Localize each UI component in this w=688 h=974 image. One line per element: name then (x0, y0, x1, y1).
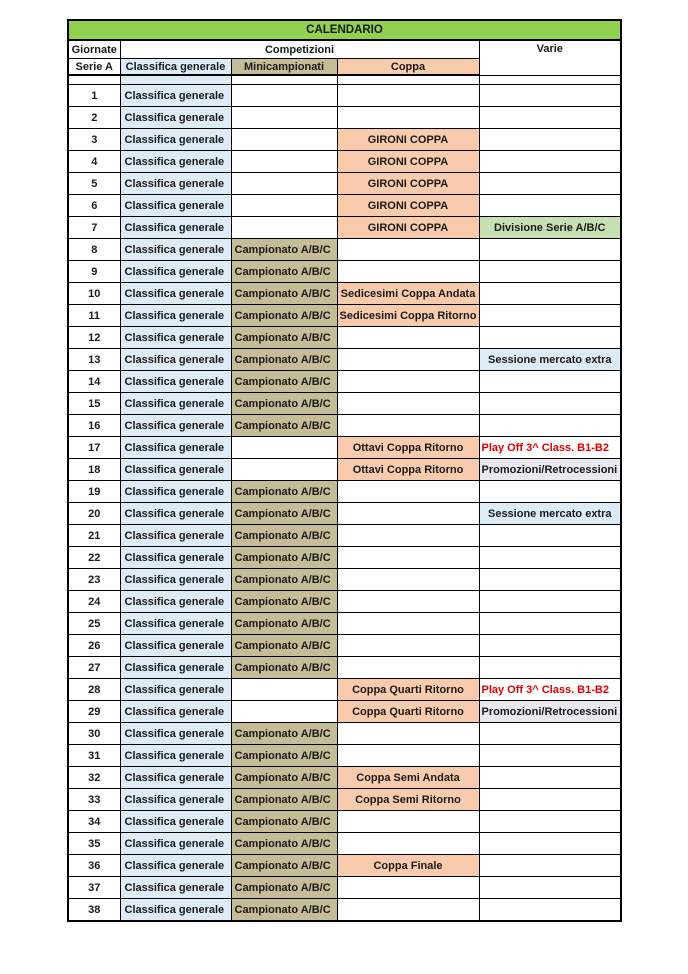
varie-cell (479, 327, 621, 349)
minicampionato-cell: Campionato A/B/C (231, 481, 337, 503)
coppa-cell: Sedicesimi Coppa Andata (337, 283, 479, 305)
giornata-number: 21 (68, 525, 120, 547)
giornata-number: 2 (68, 107, 120, 129)
classifica-cell: Classifica generale (120, 789, 231, 811)
competizioni-header: Competizioni (120, 40, 479, 59)
varie-cell (479, 657, 621, 679)
coppa-cell: Coppa Quarti Ritorno (337, 679, 479, 701)
minicampionato-cell: Campionato A/B/C (231, 657, 337, 679)
classifica-cell: Classifica generale (120, 129, 231, 151)
varie-cell (479, 899, 621, 922)
classifica-cell: Classifica generale (120, 459, 231, 481)
giornata-number: 1 (68, 85, 120, 107)
minicampionato-cell (231, 701, 337, 723)
giornata-number: 12 (68, 327, 120, 349)
coppa-cell (337, 591, 479, 613)
table-row (68, 701, 621, 723)
minicampionato-cell: Campionato A/B/C (231, 283, 337, 305)
classifica-cell: Classifica generale (120, 767, 231, 789)
table-row (68, 569, 621, 591)
minicampionato-cell (231, 173, 337, 195)
coppa-cell: GIRONI COPPA (337, 195, 479, 217)
coppa-cell (337, 547, 479, 569)
coppa-cell: Sedicesimi Coppa Ritorno (337, 305, 479, 327)
table-row (68, 283, 621, 305)
minicampionato-cell: Campionato A/B/C (231, 547, 337, 569)
minicampionato-cell: Campionato A/B/C (231, 745, 337, 767)
classifica-cell: Classifica generale (120, 393, 231, 415)
varie-cell (479, 591, 621, 613)
coppa-cell (337, 833, 479, 855)
coppa-cell (337, 481, 479, 503)
giornata-number: 3 (68, 129, 120, 151)
giornata-number: 37 (68, 877, 120, 899)
minicampionato-cell: Campionato A/B/C (231, 569, 337, 591)
giornata-number: 33 (68, 789, 120, 811)
coppa-cell (337, 371, 479, 393)
coppa-cell (337, 657, 479, 679)
varie-cell (479, 393, 621, 415)
minicampionato-cell: Campionato A/B/C (231, 415, 337, 437)
minicampionato-cell (231, 437, 337, 459)
table-row (68, 833, 621, 855)
classifica-cell: Classifica generale (120, 525, 231, 547)
minicampionato-cell (231, 107, 337, 129)
table-row (68, 239, 621, 261)
table-row (68, 151, 621, 173)
classifica-cell: Classifica generale (120, 591, 231, 613)
varie-cell (479, 151, 621, 173)
table-row (68, 811, 621, 833)
giornata-number: 28 (68, 679, 120, 701)
classifica-cell: Classifica generale (120, 899, 231, 922)
minicampionato-cell: Campionato A/B/C (231, 855, 337, 877)
varie-cell (479, 85, 621, 107)
minicampionato-cell: Campionato A/B/C (231, 635, 337, 657)
table-row (68, 789, 621, 811)
varie-cell (479, 613, 621, 635)
giornata-number: 38 (68, 899, 120, 922)
coppa-cell (337, 745, 479, 767)
minicampionato-cell: Campionato A/B/C (231, 261, 337, 283)
varie-cell: Promozioni/Retrocessioni (479, 459, 621, 481)
classifica-cell: Classifica generale (120, 305, 231, 327)
varie-cell (479, 283, 621, 305)
giornata-number: 31 (68, 745, 120, 767)
minicampionato-cell: Campionato A/B/C (231, 789, 337, 811)
minicampionato-cell: Campionato A/B/C (231, 833, 337, 855)
varie-cell (479, 767, 621, 789)
table-row (68, 261, 621, 283)
coppa-cell: Ottavi Coppa Ritorno (337, 437, 479, 459)
giornata-number: 6 (68, 195, 120, 217)
classifica-cell: Classifica generale (120, 833, 231, 855)
coppa-cell (337, 877, 479, 899)
giornata-number: 11 (68, 305, 120, 327)
classifica-cell: Classifica generale (120, 745, 231, 767)
classifica-cell: Classifica generale (120, 151, 231, 173)
table-row (68, 107, 621, 129)
minicampionato-cell: Campionato A/B/C (231, 503, 337, 525)
minicampionato-cell: Campionato A/B/C (231, 371, 337, 393)
classifica-cell: Classifica generale (120, 415, 231, 437)
minicampionato-cell: Campionato A/B/C (231, 591, 337, 613)
giornata-number: 5 (68, 173, 120, 195)
table-row (68, 679, 621, 701)
giornata-number: 20 (68, 503, 120, 525)
table-row (68, 547, 621, 569)
varie-cell (479, 129, 621, 151)
coppa-header: Coppa (337, 59, 479, 76)
giornata-number: 26 (68, 635, 120, 657)
coppa-cell (337, 811, 479, 833)
coppa-cell (337, 613, 479, 635)
coppa-cell (337, 327, 479, 349)
coppa-cell (337, 635, 479, 657)
varie-cell (479, 723, 621, 745)
giornata-number: 30 (68, 723, 120, 745)
classifica-cell: Classifica generale (120, 613, 231, 635)
classifica-cell: Classifica generale (120, 657, 231, 679)
giornata-number: 15 (68, 393, 120, 415)
coppa-cell (337, 85, 479, 107)
giornata-number: 10 (68, 283, 120, 305)
coppa-cell: GIRONI COPPA (337, 129, 479, 151)
varie-cell (479, 195, 621, 217)
varie-cell (479, 371, 621, 393)
coppa-cell (337, 415, 479, 437)
table-row (68, 349, 621, 371)
minicampionato-cell (231, 679, 337, 701)
calendar-title: CALENDARIO (68, 20, 621, 40)
coppa-cell (337, 393, 479, 415)
table-row (68, 437, 621, 459)
varie-header: Varie (479, 40, 621, 75)
varie-cell (479, 173, 621, 195)
minicampionato-cell (231, 85, 337, 107)
serie-a-header: Serie A (68, 59, 120, 76)
classifica-cell: Classifica generale (120, 855, 231, 877)
coppa-cell (337, 239, 479, 261)
varie-cell: Divisione Serie A/B/C (479, 217, 621, 239)
varie-cell (479, 745, 621, 767)
giornata-number: 34 (68, 811, 120, 833)
coppa-cell: GIRONI COPPA (337, 151, 479, 173)
table-row (68, 415, 621, 437)
classifica-cell: Classifica generale (120, 195, 231, 217)
table-row (68, 305, 621, 327)
varie-cell: Sessione mercato extra (479, 503, 621, 525)
varie-cell (479, 635, 621, 657)
classifica-cell: Classifica generale (120, 701, 231, 723)
giornata-number: 25 (68, 613, 120, 635)
table-row (68, 195, 621, 217)
giornate-header: Giornate (68, 40, 120, 59)
table-row (68, 723, 621, 745)
table-row (68, 129, 621, 151)
giornata-number: 23 (68, 569, 120, 591)
varie-cell (479, 833, 621, 855)
minicampionati-header: Minicampionati (231, 59, 337, 76)
minicampionato-cell (231, 459, 337, 481)
classifica-cell: Classifica generale (120, 811, 231, 833)
minicampionato-cell: Campionato A/B/C (231, 327, 337, 349)
title-row (68, 20, 621, 40)
classifica-cell: Classifica generale (120, 437, 231, 459)
table-row (68, 327, 621, 349)
minicampionato-cell: Campionato A/B/C (231, 723, 337, 745)
varie-cell (479, 569, 621, 591)
varie-cell (479, 855, 621, 877)
varie-cell (479, 789, 621, 811)
table-row (68, 217, 621, 239)
giornata-number: 19 (68, 481, 120, 503)
minicampionato-cell (231, 195, 337, 217)
varie-cell (479, 547, 621, 569)
minicampionato-cell: Campionato A/B/C (231, 899, 337, 922)
varie-cell: Sessione mercato extra (479, 349, 621, 371)
table-row (68, 503, 621, 525)
varie-cell (479, 415, 621, 437)
giornata-number: 16 (68, 415, 120, 437)
giornata-number: 13 (68, 349, 120, 371)
coppa-cell (337, 261, 479, 283)
minicampionato-cell: Campionato A/B/C (231, 305, 337, 327)
giornata-number: 36 (68, 855, 120, 877)
giornata-number: 29 (68, 701, 120, 723)
giornata-number: 22 (68, 547, 120, 569)
minicampionato-cell (231, 129, 337, 151)
table-row (68, 855, 621, 877)
table-row (68, 371, 621, 393)
classifica-cell: Classifica generale (120, 723, 231, 745)
giornata-number: 17 (68, 437, 120, 459)
minicampionato-cell: Campionato A/B/C (231, 877, 337, 899)
varie-cell (479, 877, 621, 899)
calendar-table (67, 19, 622, 922)
table-row (68, 657, 621, 679)
coppa-cell: Coppa Semi Andata (337, 767, 479, 789)
minicampionato-cell: Campionato A/B/C (231, 239, 337, 261)
calendar-sheet (67, 19, 620, 922)
coppa-cell (337, 569, 479, 591)
coppa-cell (337, 899, 479, 922)
coppa-cell (337, 503, 479, 525)
giornata-number: 8 (68, 239, 120, 261)
giornata-number: 24 (68, 591, 120, 613)
minicampionato-cell (231, 151, 337, 173)
minicampionato-cell (231, 217, 337, 239)
classifica-cell: Classifica generale (120, 217, 231, 239)
giornata-number: 7 (68, 217, 120, 239)
varie-cell (479, 239, 621, 261)
coppa-cell: Coppa Quarti Ritorno (337, 701, 479, 723)
coppa-cell: GIRONI COPPA (337, 217, 479, 239)
coppa-cell: Coppa Semi Ritorno (337, 789, 479, 811)
giornata-number: 32 (68, 767, 120, 789)
classifica-cell: Classifica generale (120, 261, 231, 283)
classifica-cell: Classifica generale (120, 547, 231, 569)
classifica-cell: Classifica generale (120, 283, 231, 305)
minicampionato-cell: Campionato A/B/C (231, 811, 337, 833)
coppa-cell (337, 349, 479, 371)
classifica-cell: Classifica generale (120, 569, 231, 591)
giornata-number: 18 (68, 459, 120, 481)
varie-cell (479, 261, 621, 283)
spacer-row (68, 75, 621, 85)
classifica-cell: Classifica generale (120, 107, 231, 129)
minicampionato-cell: Campionato A/B/C (231, 767, 337, 789)
table-row (68, 635, 621, 657)
classifica-cell: Classifica generale (120, 635, 231, 657)
classifica-cell: Classifica generale (120, 85, 231, 107)
minicampionato-cell: Campionato A/B/C (231, 393, 337, 415)
varie-cell: Play Off 3^ Class. B1-B2 (479, 437, 621, 459)
table-row (68, 525, 621, 547)
table-row (68, 173, 621, 195)
varie-cell (479, 525, 621, 547)
giornata-number: 14 (68, 371, 120, 393)
varie-cell: Promozioni/Retrocessioni (479, 701, 621, 723)
classifica-cell: Classifica generale (120, 679, 231, 701)
classifica-cell: Classifica generale (120, 503, 231, 525)
table-row (68, 745, 621, 767)
classifica-cell: Classifica generale (120, 371, 231, 393)
table-row (68, 85, 621, 107)
coppa-cell: Coppa Finale (337, 855, 479, 877)
coppa-cell (337, 107, 479, 129)
table-row (68, 877, 621, 899)
classifica-cell: Classifica generale (120, 481, 231, 503)
varie-cell (479, 107, 621, 129)
varie-cell (479, 811, 621, 833)
classifica-generale-header: Classifica generale (120, 59, 231, 76)
giornata-number: 9 (68, 261, 120, 283)
classifica-cell: Classifica generale (120, 327, 231, 349)
table-row (68, 591, 621, 613)
giornata-number: 35 (68, 833, 120, 855)
varie-cell (479, 305, 621, 327)
minicampionato-cell: Campionato A/B/C (231, 349, 337, 371)
classifica-cell: Classifica generale (120, 239, 231, 261)
table-row (68, 899, 621, 922)
table-row (68, 613, 621, 635)
varie-cell (479, 481, 621, 503)
giornata-number: 4 (68, 151, 120, 173)
table-row (68, 767, 621, 789)
classifica-cell: Classifica generale (120, 877, 231, 899)
coppa-cell: GIRONI COPPA (337, 173, 479, 195)
table-row (68, 393, 621, 415)
coppa-cell (337, 525, 479, 547)
minicampionato-cell: Campionato A/B/C (231, 613, 337, 635)
table-row (68, 459, 621, 481)
minicampionato-cell: Campionato A/B/C (231, 525, 337, 547)
table-row (68, 481, 621, 503)
classifica-cell: Classifica generale (120, 173, 231, 195)
varie-cell: Play Off 3^ Class. B1-B2 (479, 679, 621, 701)
coppa-cell: Ottavi Coppa Ritorno (337, 459, 479, 481)
giornata-number: 27 (68, 657, 120, 679)
coppa-cell (337, 723, 479, 745)
header-row-1 (68, 40, 621, 59)
classifica-cell: Classifica generale (120, 349, 231, 371)
